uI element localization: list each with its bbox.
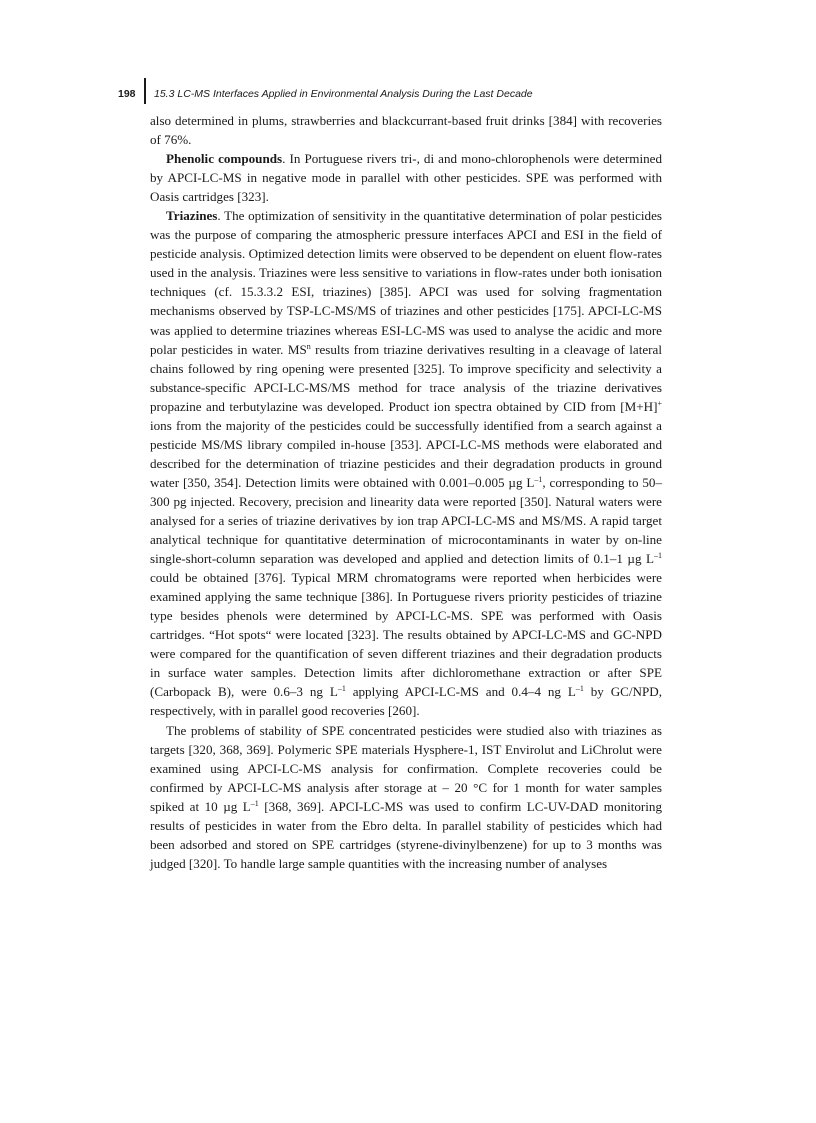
superscript: –1 (250, 798, 259, 808)
run-in-heading-phenolic: Phenolic compounds (166, 151, 283, 167)
paragraph-3-text-1: . The optimization of sensitivity in the quantitative determination of polar pesticides was the purpose of comparing the atmospheric pressure interfaces APCI and ESI in the field of pesticide analysis. Optimized detection limits were observed to be dependent on eluent flow-rates used in the analysis. Triazines were less sensitive to variations in flow-rates under both ionisation techniques (cf. 15.3.3.2 ESI, triazines) [385]. APCI was used for solving fragmentation mechanisms observed by TSP-LC-MS/MS of triazines and other pesticides [175]. APCI-LC-MS was applied to determine triazines whereas ESI-LC-MS was used to analyse the acidic and more polar pesticides in water. MS (150, 208, 662, 357)
paragraph-3-text-5: could be obtained [376]. Typical MRM chromatograms were reported when herbicides were examined applying the same technique [386]. In Portuguese rivers priority pesticides of triazine type besides phenols were determined by APCI-LC-MS. SPE was performed with Oasis cartridges. “Hot spots“ were located [323]. The results obtained by APCI-LC-MS and GC-NPD were compared for the quantification of seven different triazines and their degradation products in surface water samples. Detection limits after dichloromethane extraction or after SPE (Carbopack B), were 0.6–3 ng L (150, 570, 662, 700)
paragraph-3-text-4: , corresponding to 50–300 pg injected. Recovery, precision and linearity data were reported [350]. Natural waters were analysed for a series of triazine derivatives by ion trap APCI-LC-MS and MS/MS. A rapid target analytical technique for quantitative determination of microcontaminants in water by on-line single-short-column separation was developed and applied and detection limits of 0.1–1 µg L (150, 474, 662, 567)
superscript: –1 (575, 684, 584, 694)
paragraph-spe-stability (150, 721, 662, 873)
paragraph-3-text-2: results from triazine derivatives resulting in a cleavage of lateral chains followed by ring opening were presented [325]. To improve specificity and selectivity a substance-specific APCI-LC-MS/MS method for trace analysis of the triazine derivatives propazine and terbutylazine was developed. Product ion spectra obtained by CID from [M+H] (150, 341, 662, 414)
running-title: 15.3 LC-MS Interfaces Applied in Environmental Analysis During the Last Decade (154, 88, 533, 100)
paragraph-triazines (150, 206, 662, 720)
paragraph-phenolic-compounds (150, 149, 662, 206)
paragraph-4-text-1: The problems of stability of SPE concentrated pesticides were studied also with triazines as targets [320, 368, 369]. Polymeric SPE materials Hysphere-1, IST Envirolut and LiChrolut were examined using APCI-LC-MS analysis for confirmation. Complete recoveries could be confirmed by APCI-LC-MS analysis after storage at – 20 °C for 1 month for water samples spiked at 10 µg L (150, 722, 662, 814)
paragraph-1-text: also determined in plums, strawberries and blackcurrant-based fruit drinks [384] with recoveries of 76%. (150, 113, 662, 148)
paragraph-3-text-7: by GC/NPD, respectively, with in parallel good recoveries [260]. (150, 684, 662, 719)
superscript: –1 (534, 474, 543, 484)
body-text (150, 111, 662, 873)
page-number: 198 (118, 88, 136, 100)
superscript: –1 (654, 551, 662, 561)
paragraph-1 (150, 111, 662, 149)
paragraph-2-text: . In Portuguese rivers tri-, di and mono-chlorophenols were determined by APCI-LC-MS in negative mode in parallel with other pesticides. SPE was performed with Oasis cartridges [323]. (150, 151, 662, 205)
paragraph-3-text-6: applying APCI-LC-MS and 0.4–4 ng L (345, 684, 576, 700)
running-header (118, 86, 678, 104)
superscript: + (657, 398, 662, 408)
paragraph-3-text-3: ions from the majority of the pesticides could be successfully identified from a search against a pesticide MS/MS library compiled in-house [353]. APCI-LC-MS methods were elaborated and described for the determination of triazine pesticides and their degradation products in ground water [350, 354]. Detection limits were obtained with 0.001–0.005 µg L (150, 417, 662, 490)
superscript: –1 (337, 684, 346, 694)
paragraph-4-text-2: [368, 369]. APCI-LC-MS was used to confirm LC-UV-DAD monitoring results of pesticides in water from the Ebro delta. In parallel stability of pesticides which had been adsorbed and stored on SPE cartridges (styrene-divinylbenzene) for up to 3 months was judged [320]. To handle large sample quantities with the increasing number of analyses (150, 798, 662, 871)
run-in-heading-triazines: Triazines (166, 208, 218, 224)
superscript: n (306, 341, 311, 351)
header-rule (144, 78, 146, 104)
